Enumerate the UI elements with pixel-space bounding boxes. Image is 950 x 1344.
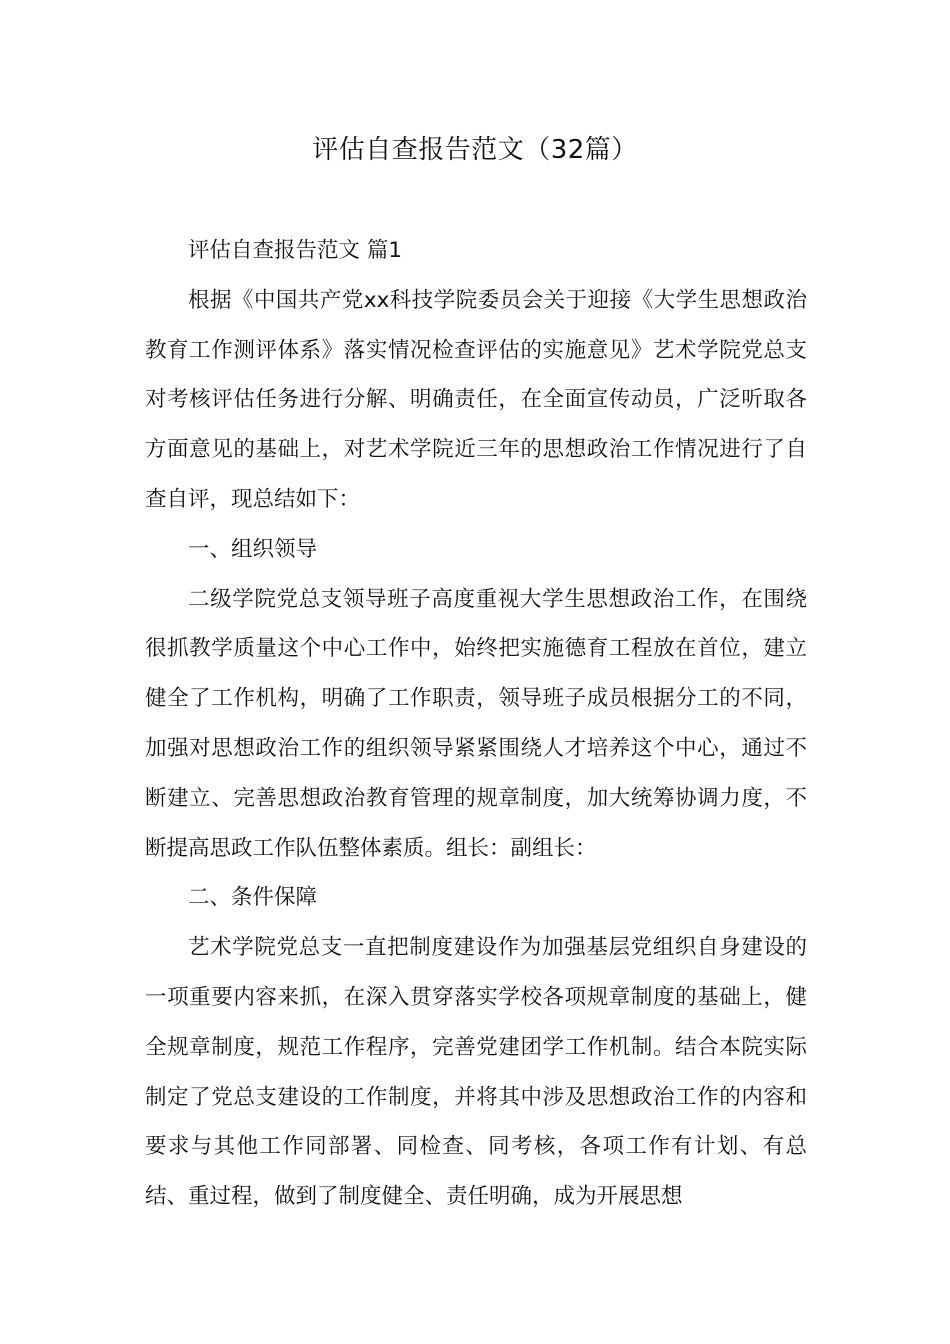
section-heading-organization: 一、组织领导 <box>188 536 318 562</box>
document-title: 评估自查报告范文（32篇） <box>312 135 638 165</box>
body-paragraph-conditions: 艺术学院党总支一直把制度建设作为加强基层党组织自身建设的一项重要内容来抓，在深入贯穿落实学校各项规章制度的基础上，健全规章制度，规范工作程序，完善党建团学工作机制。结合本院实际制定了党总支建设的工作制度，并将其中涉及思想政治工作的内容和要求与其他工作同部署、同检查、同考核，各项工作有计划、有总结、重过程，做到了制度健全、责任明确，成为开展思想 <box>145 935 807 1210</box>
document-body <box>145 226 807 1222</box>
body-paragraph-organization: 二级学院党总支领导班子高度重视大学生思想政治工作，在围绕很抓教学质量这个中心工作中，始终把实施德育工程放在首位，建立健全了工作机构，明确了工作职责，领导班子成员根据分工的不同，加强对思想政治工作的组织领导紧紧围绕人才培养这个中心，通过不断建立、完善思想政治教育管理的规章制度，加大统筹协调力度，不断提高思政工作队伍整体素质。组长：副组长： <box>145 586 807 861</box>
body-paragraph-intro: 根据《中国共产党xx科技学院委员会关于迎接《大学生思想政治教育工作测评体系》落实情况检查评估的实施意见》艺术学院党总支对考核评估任务进行分解、明确责任，在全面宣传动员，广泛听取各方面意见的基础上，对艺术学院近三年的思想政治工作情况进行了自查自评，现总结如下： <box>145 287 807 512</box>
section-heading-1: 评估自查报告范文 篇1 <box>188 238 403 263</box>
section-heading-conditions: 二、条件保障 <box>188 885 318 911</box>
